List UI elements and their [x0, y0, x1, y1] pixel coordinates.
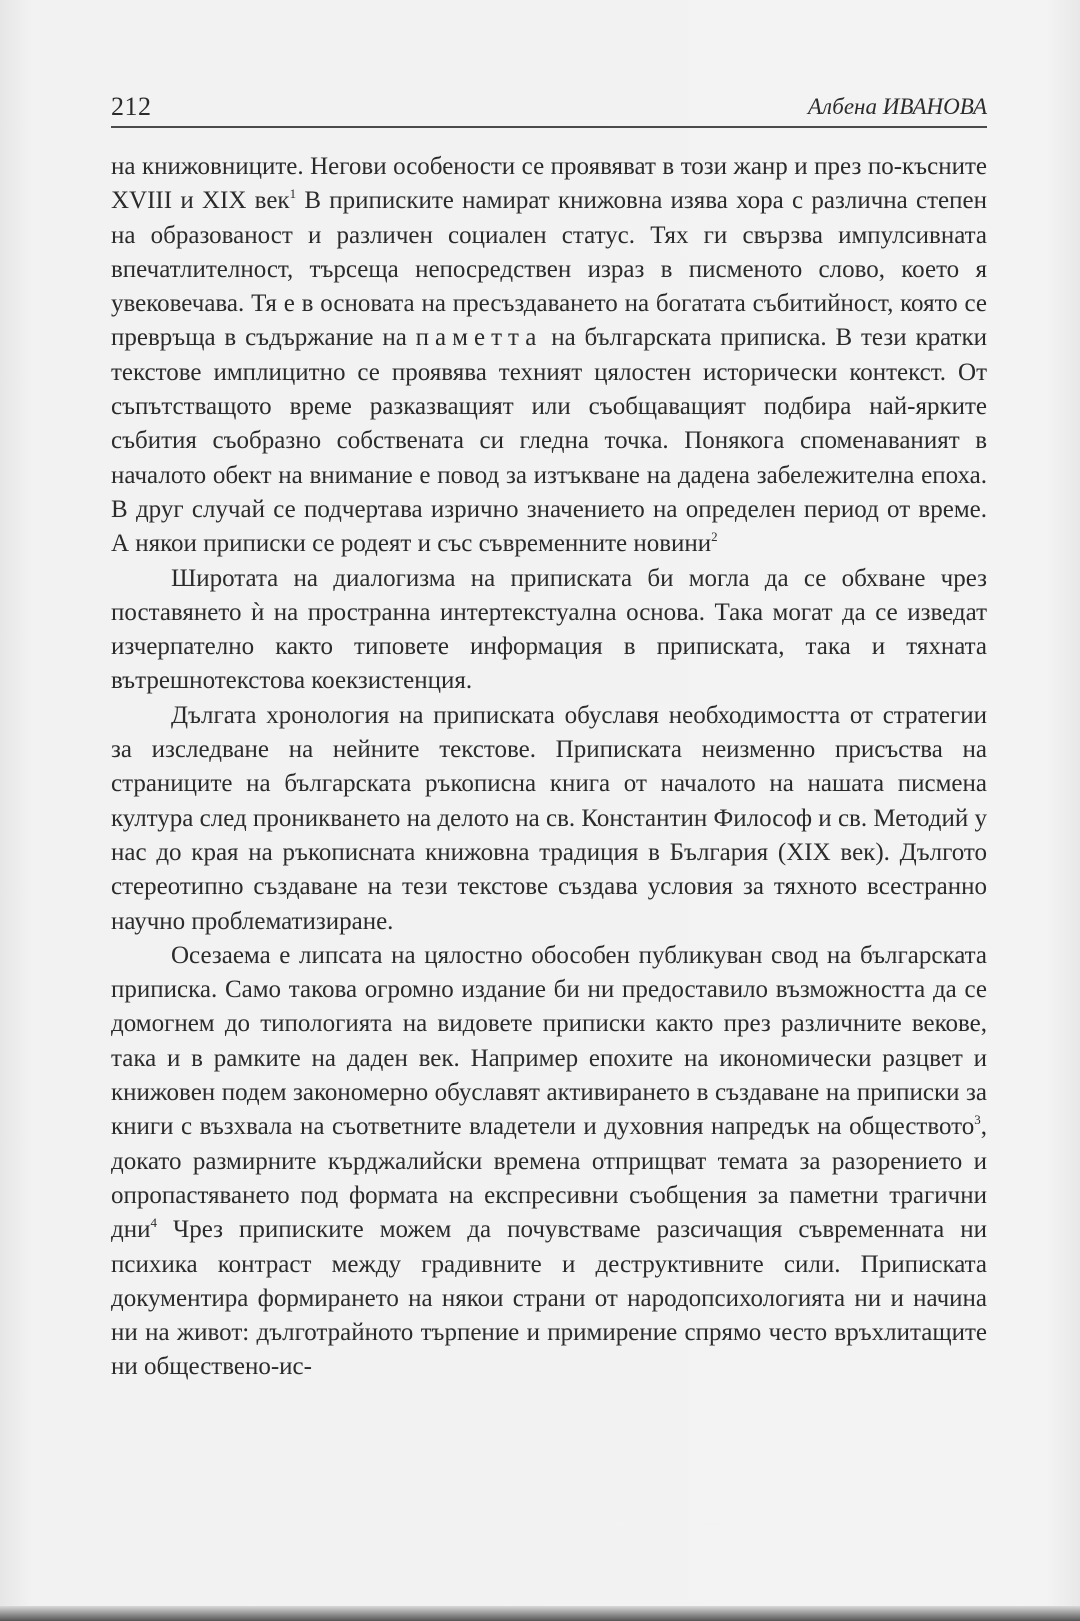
footnote-ref-3: 3 — [974, 1112, 981, 1128]
page-header — [111, 86, 987, 128]
scan-bottom-edge — [0, 1606, 1080, 1621]
paragraph-1-text-a: на книжовниците. Негови особености се проявяват в този жанр и през по-късните XVIII и XIX век — [111, 153, 987, 215]
paragraph-3: Дългата хронология на приписката обуславя необходимостта от стратегии за изследване на нейните текстове. Приписката неизменно присъства на страниците на българската ръкописна книга от началото на нашата писмена култура след проникването на делото на св. Константин Философ и св. Методий у нас до края на ръкописната книжовна традиция в България (XIX век). Дългото стереотипно създаване на тези текстове създава условия за тяхното всестранно научно проблематизиране. — [111, 701, 987, 935]
footnote-ref-1: 1 — [289, 186, 297, 202]
paragraph-4-text-b: , докато размирните кърджалийски времена отприщват темата за разорението и опропастяването под формата на експресивни съобщения за паметни трагични дни — [111, 1113, 987, 1244]
paragraph-4-text-a: Осезаема е липсата на цялостно обособен публикуван свод на българската приписка. Само такова огромно издание би ни предоставило възможността да се домогнем до типологията на видовете приписки както през различните векове, така и в рамките на даден век. Например епохите на икономически разцвет и книжовен подем закономерно обуславят активирането в създаване на приписки за книги с възхвала на съответните владетели и духовния напредък на обществото — [111, 941, 987, 1141]
footnote-ref-4: 4 — [150, 1215, 157, 1231]
spaced-emphasis-word: паметта — [415, 324, 543, 352]
paragraph-4 — [111, 939, 987, 1385]
paragraph-1-text-c: на българската приписка. В тези кратки текстове имплицитно се проявява техният цялостен исторически контекст. От съпътстващото време разказващият или съобщаващият подбира най-ярките събития съобразно собствената си гледна точка. Понякога споменаваният в началото обект на внимание е повод за изтъкване на дадена забележителна епоха. В друг случай се подчертава изрично значението на определен период от време. А някои приписки се родеят и със съвременните новини — [111, 324, 987, 558]
page-number: 212 — [111, 92, 152, 121]
body-text — [111, 150, 987, 1385]
paragraph-2: Широтата на диалогизма на приписката би могла да се обхване чрез поставянето ѝ на пространна интертекстуална основа. Така могат да се изведат изчерпателно както типовете информация в приписката, така и тяхната вътрешнотекстова коекзистенция. — [111, 564, 987, 695]
footnote-ref-2: 2 — [711, 529, 718, 545]
running-head-author: Албена ИВАНОВА — [807, 94, 987, 119]
paragraph-4-text-c: Чрез приписките можем да почувстваме разсичащия съвременната ни психика контраст между градивните и деструктивните сили. Приписката документира формирането на някои страни от народопсихологията ни и начина ни на живот: дълготрайното търпение и примирение спрямо често връхлитащите ни обществено-ис- — [111, 1216, 987, 1381]
paragraph-1-text-b: В приписките намират книжовна изява хора с различна степен на образованост и различен социален статус. Тях ги свързва импулсивната впечатлителност, търсеща непосредствен израз в писменото слово, което я увековечава. Тя е в основата на пресъздаването на богатата събитийност, която се превръща в съдържание на — [111, 187, 987, 352]
paragraph-1 — [111, 150, 987, 562]
